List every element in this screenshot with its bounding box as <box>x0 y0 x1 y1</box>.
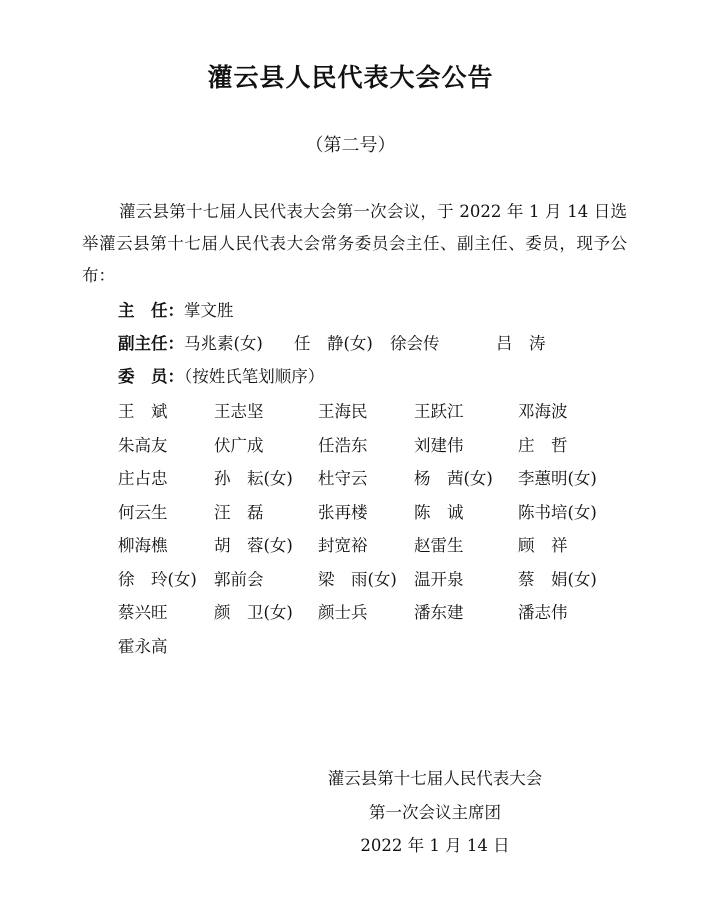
member-name: 徐 玲(女) <box>118 569 197 589</box>
vice-director-name: 马兆素(女) <box>184 334 263 353</box>
document-title: 灌云县人民代表大会公告 <box>207 63 494 92</box>
vice-director-row <box>118 328 546 360</box>
member-name: 颜 卫(女) <box>214 603 293 622</box>
member-name: 潘志伟 <box>518 603 568 622</box>
member-name: 柳海樵 <box>118 536 168 555</box>
members-order-note: （按姓氏笔划顺序） <box>184 367 325 386</box>
member-name: 邓海波 <box>518 402 568 421</box>
member-name: 庄占忠 <box>118 469 168 488</box>
member-name: 王志坚 <box>214 402 264 421</box>
member-name: 朱高友 <box>118 435 168 455</box>
vice-director-name: 吕 涛 <box>496 334 546 353</box>
member-name: 郭前会 <box>214 569 264 589</box>
member-name: 颜士兵 <box>318 603 368 622</box>
member-name: 蔡兴旺 <box>118 603 168 622</box>
member-name: 张再楼 <box>318 502 368 522</box>
vice-director-label: 副主任： <box>118 334 184 353</box>
member-name: 汪 磊 <box>214 502 264 522</box>
member-name: 赵雷生 <box>414 536 464 555</box>
vice-director-name: 徐会传 <box>390 334 440 353</box>
member-name: 潘东建 <box>414 603 464 622</box>
member-name: 顾 祥 <box>518 536 568 555</box>
signature-presidium: 第一次会议主席团 <box>369 803 501 822</box>
member-name: 王跃江 <box>414 402 464 421</box>
signature-organization: 灌云县第十七届人民代表大会 <box>327 769 543 788</box>
member-name: 陈 诚 <box>414 502 464 522</box>
members-heading-row <box>118 361 324 393</box>
vice-director-name: 任 静(女) <box>294 334 373 353</box>
member-name: 王 斌 <box>118 402 168 421</box>
signature-date: 2022 年 1 月 14 日 <box>360 836 510 855</box>
member-name: 伏广成 <box>214 435 264 455</box>
announcement-number: （第二号） <box>305 135 396 156</box>
member-name: 李蕙明(女) <box>518 469 597 488</box>
member-name: 何云生 <box>118 502 168 522</box>
member-name: 陈书培(女) <box>518 502 597 522</box>
member-name: 庄 哲 <box>518 435 568 455</box>
member-name: 胡 蓉(女) <box>214 536 293 555</box>
member-name: 杨 茜(女) <box>414 469 493 488</box>
members-label: 委 员： <box>118 367 184 386</box>
intro-paragraph: 灌云县第十七届人民代表大会第一次会议，于 2022 年 1 月 14 日选举灌云县第十七届人民代表大会常务委员会主任、副主任、委员，现予公布： <box>82 202 627 285</box>
director-name: 掌文胜 <box>184 301 234 320</box>
member-name: 蔡 娟(女) <box>518 569 597 589</box>
member-name: 温开泉 <box>414 569 464 589</box>
director-row <box>118 295 234 327</box>
member-name: 任浩东 <box>318 435 368 455</box>
director-label: 主 任： <box>118 301 184 320</box>
member-name: 刘建伟 <box>414 435 464 455</box>
member-name: 梁 雨(女) <box>318 569 397 589</box>
member-name: 封宽裕 <box>318 536 368 555</box>
member-name: 杜守云 <box>318 469 368 488</box>
member-name: 孙 耘(女) <box>214 469 293 488</box>
member-name: 王海民 <box>318 402 368 421</box>
member-name: 霍永高 <box>118 636 168 656</box>
member-list <box>118 395 618 663</box>
